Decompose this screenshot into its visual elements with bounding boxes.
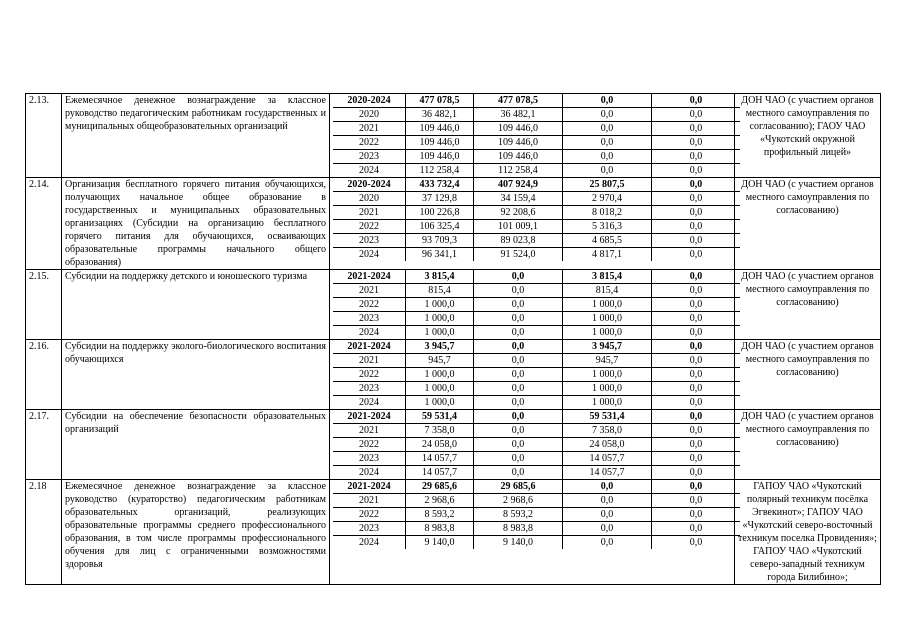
funding-total-value: 945,7 [406, 354, 474, 368]
funding-year-value: 2024 [333, 248, 406, 262]
responsible-executor: ДОН ЧАО (с участием органов местного самоуправления по согласованию) [735, 178, 881, 270]
funding-year-value: 2021 [333, 354, 406, 368]
funding-year-row [333, 220, 740, 234]
funding-b1-value: 0,0 [474, 438, 563, 452]
funding-b1-value: 407 924,9 [474, 178, 563, 192]
funding-b2-value: 4 817,1 [563, 248, 652, 262]
row-number: 2.15. [26, 270, 62, 340]
funding-by-year-table [333, 94, 740, 177]
row-number: 2.16. [26, 340, 62, 410]
funding-total-value: 109 446,0 [406, 136, 474, 150]
funding-b2-value: 0,0 [563, 164, 652, 178]
funding-cell [330, 270, 735, 340]
responsible-executor: ДОН ЧАО (с участием органов местного самоуправления по согласованию) [735, 410, 881, 480]
table-body [26, 94, 881, 585]
table-row [26, 178, 881, 270]
funding-b1-value: 0,0 [474, 368, 563, 382]
activity-name: Ежемесячное денежное вознаграждение за классное руководство педагогическим работникам государственных и муниципальных общеобразовательных организаций [62, 94, 330, 178]
funding-year-row [333, 136, 740, 150]
funding-total-row [333, 410, 740, 424]
funding-b3-value: 0,0 [689, 537, 703, 548]
funding-year-value: 2023 [333, 382, 406, 396]
funding-cell [330, 340, 735, 410]
funding-total-value: 9 140,0 [406, 536, 474, 550]
funding-total-value: 1 000,0 [406, 396, 474, 410]
funding-total-value: 109 446,0 [406, 122, 474, 136]
funding-b2-value: 0,0 [563, 136, 652, 150]
funding-b1-value: 0,0 [474, 382, 563, 396]
funding-b2-value: 2 970,4 [563, 192, 652, 206]
funding-year-value: 2021 [333, 494, 406, 508]
funding-total-value: 1 000,0 [406, 368, 474, 382]
funding-by-year-table [333, 270, 740, 339]
funding-b2-value: 14 057,7 [563, 452, 652, 466]
funding-b3-value: 0,0 [652, 438, 741, 452]
funding-b2-value: 945,7 [563, 354, 652, 368]
funding-year-row [333, 382, 740, 396]
funding-b1-value: 91 524,0 [474, 248, 563, 262]
funding-year-value: 2022 [333, 220, 406, 234]
funding-total-value: 2 968,6 [406, 494, 474, 508]
funding-by-year-table [333, 178, 740, 261]
funding-year-row [333, 248, 740, 262]
funding-year-value: 2023 [333, 452, 406, 466]
funding-b1-value: 0,0 [474, 410, 563, 424]
table-row [26, 270, 881, 340]
funding-cell [330, 94, 735, 178]
funding-year-value: 2021 [333, 424, 406, 438]
funding-year-value: 2020 [333, 108, 406, 122]
funding-total-value: 59 531,4 [406, 410, 474, 424]
funding-year-value: 2024 [333, 396, 406, 410]
table-row [26, 480, 881, 585]
responsible-executor: ДОН ЧАО (с участием органов местного самоуправления по согласованию) [735, 270, 881, 340]
funding-b2-value: 24 058,0 [563, 438, 652, 452]
funding-b1-value: 101 009,1 [474, 220, 563, 234]
funding-total-value: 37 129,8 [406, 192, 474, 206]
funding-b2-value: 14 057,7 [563, 466, 652, 480]
funding-year-value: 2020-2024 [333, 94, 406, 108]
funding-b3-value: 0,0 [652, 122, 741, 136]
funding-year-row [333, 234, 740, 248]
funding-b2-value: 25 807,5 [563, 178, 652, 192]
funding-total-value: 96 341,1 [406, 248, 474, 262]
funding-b3-value: 0,0 [652, 270, 741, 284]
funding-by-year-table [333, 480, 740, 549]
funding-year-value: 2020 [333, 192, 406, 206]
funding-year-value: 2024 [333, 536, 406, 550]
funding-year-row [333, 108, 740, 122]
funding-year-row [333, 122, 740, 136]
funding-b3-value: 0,0 [652, 94, 741, 108]
funding-year-value: 2021 [333, 122, 406, 136]
funding-b2-value: 59 531,4 [563, 410, 652, 424]
funding-year-value: 2021-2024 [333, 340, 406, 354]
funding-b3-value: 0,0 [652, 284, 741, 298]
funding-year-value: 2024 [333, 326, 406, 340]
responsible-executor: ГАПОУ ЧАО «Чукотский полярный техникум посёлка Эгвекинот»; ГАПОУ ЧАО «Чукотский северо-восточный техникум поселка Провидения»; ГАПОУ ЧАО «Чукотский северо-западный техникум города Билибино»; [735, 480, 881, 585]
row-number: 2.18 [26, 480, 62, 585]
funding-total-value: 7 358,0 [406, 424, 474, 438]
funding-total-value: 3 815,4 [406, 270, 474, 284]
funding-total-value: 477 078,5 [406, 94, 474, 108]
funding-b1-value: 109 446,0 [474, 136, 563, 150]
responsible-executor: ДОН ЧАО (с участием органов местного самоуправления по согласованию) [735, 340, 881, 410]
funding-b2-value: 5 316,3 [563, 220, 652, 234]
funding-year-row [333, 522, 740, 536]
funding-year-value: 2021 [333, 284, 406, 298]
funding-total-value: 1 000,0 [406, 326, 474, 340]
funding-b3-value: 0,0 [689, 327, 703, 338]
funding-year-row [333, 508, 740, 522]
funding-b3-value: 0,0 [652, 452, 741, 466]
funding-b3-value: 0,0 [652, 340, 741, 354]
funding-year-value: 2021-2024 [333, 480, 406, 494]
funding-b3-value: 0,0 [652, 382, 741, 396]
funding-by-year-table [333, 340, 740, 409]
funding-year-value: 2023 [333, 150, 406, 164]
funding-year-row [333, 206, 740, 220]
funding-b1-value: 477 078,5 [474, 94, 563, 108]
funding-total-value: 1 000,0 [406, 298, 474, 312]
funding-b2-value: 1 000,0 [563, 396, 652, 410]
funding-cell [330, 178, 735, 270]
funding-total-row [333, 340, 740, 354]
funding-b2-value: 0,0 [563, 522, 652, 536]
funding-year-value: 2021 [333, 206, 406, 220]
funding-cell [330, 480, 735, 585]
funding-total-value: 1 000,0 [406, 382, 474, 396]
activity-name: Субсидии на поддержку детского и юношеского туризма [62, 270, 330, 340]
funding-b2-value: 0,0 [563, 480, 652, 494]
funding-year-value: 2022 [333, 298, 406, 312]
activity-name: Организация бесплатного горячего питания обучающихся, получающих начальное общее образование в государственных и муниципальных образовательных организациях (Субсидии на организацию бесплатного горячего питания для обучающихся, осваивающих образовательные программы начального общего образования) [62, 178, 330, 270]
funding-year-row [333, 312, 740, 326]
activity-name: Субсидии на обеспечение безопасности образовательных организаций [62, 410, 330, 480]
activity-name: Ежемесячное денежное вознаграждение за классное руководство (кураторство) педагогическим работникам образовательных организаций, реализующих образовательные программы среднего профессионального образования, в том числе программы профессионального обучения для лиц с ограниченными возможностями здоровья [62, 480, 330, 585]
funding-total-value: 14 057,7 [406, 466, 474, 480]
funding-year-value: 2021-2024 [333, 410, 406, 424]
funding-year-row [333, 284, 740, 298]
funding-year-row [333, 396, 740, 410]
funding-b1-value: 109 446,0 [474, 122, 563, 136]
funding-b3-value: 0,0 [689, 249, 703, 260]
row-number: 2.17. [26, 410, 62, 480]
funding-total-value: 815,4 [406, 284, 474, 298]
funding-b3-value: 0,0 [652, 410, 741, 424]
funding-b1-value: 0,0 [474, 452, 563, 466]
funding-b3-value: 0,0 [652, 494, 741, 508]
funding-b3-value: 0,0 [652, 234, 741, 248]
funding-b2-value: 1 000,0 [563, 298, 652, 312]
funding-b2-value: 4 685,5 [563, 234, 652, 248]
funding-year-value: 2020-2024 [333, 178, 406, 192]
funding-b1-value: 0,0 [474, 312, 563, 326]
row-number: 2.13. [26, 94, 62, 178]
funding-b1-value: 8 983,8 [474, 522, 563, 536]
funding-b1-value: 8 593,2 [474, 508, 563, 522]
table-row [26, 410, 881, 480]
funding-year-value: 2022 [333, 438, 406, 452]
funding-b1-value: 2 968,6 [474, 494, 563, 508]
funding-b3-value: 0,0 [652, 136, 741, 150]
funding-b2-value: 0,0 [563, 94, 652, 108]
funding-year-row [333, 298, 740, 312]
funding-year-row [333, 326, 740, 340]
funding-year-value: 2024 [333, 164, 406, 178]
funding-b3-value: 0,0 [652, 108, 741, 122]
funding-b1-value: 0,0 [474, 466, 563, 480]
funding-b1-value: 34 159,4 [474, 192, 563, 206]
funding-year-row [333, 424, 740, 438]
funding-b1-value: 0,0 [474, 396, 563, 410]
funding-total-value: 36 482,1 [406, 108, 474, 122]
funding-year-value: 2023 [333, 312, 406, 326]
funding-b3-value: 0,0 [652, 150, 741, 164]
funding-year-row [333, 466, 740, 480]
funding-b3-value: 0,0 [689, 467, 703, 478]
funding-b3-value: 0,0 [652, 480, 741, 494]
document-page [25, 93, 880, 585]
funding-b1-value: 36 482,1 [474, 108, 563, 122]
funding-b2-value: 7 358,0 [563, 424, 652, 438]
funding-b1-value: 0,0 [474, 298, 563, 312]
funding-total-value: 8 593,2 [406, 508, 474, 522]
funding-year-row [333, 354, 740, 368]
funding-year-value: 2022 [333, 508, 406, 522]
funding-b1-value: 0,0 [474, 326, 563, 340]
funding-b1-value: 109 446,0 [474, 150, 563, 164]
funding-year-value: 2022 [333, 136, 406, 150]
funding-total-row [333, 94, 740, 108]
funding-b3-value: 0,0 [652, 354, 741, 368]
funding-b3-value: 0,0 [652, 220, 741, 234]
funding-total-row [333, 270, 740, 284]
funding-b3-value: 0,0 [652, 298, 741, 312]
responsible-executor: ДОН ЧАО (с участием органов местного самоуправления по согласованию); ГАОУ ЧАО «Чукотский окружной профильный лицей» [735, 94, 881, 178]
funding-b2-value: 0,0 [563, 122, 652, 136]
funding-b3-value: 0,0 [652, 508, 741, 522]
funding-year-row [333, 438, 740, 452]
funding-total-value: 1 000,0 [406, 312, 474, 326]
funding-b3-value: 0,0 [652, 368, 741, 382]
funding-cell [330, 410, 735, 480]
funding-b3-value: 0,0 [652, 522, 741, 536]
funding-year-value: 2023 [333, 522, 406, 536]
funding-b1-value: 112 258,4 [474, 164, 563, 178]
funding-b1-value: 0,0 [474, 424, 563, 438]
funding-total-value: 3 945,7 [406, 340, 474, 354]
funding-b2-value: 1 000,0 [563, 382, 652, 396]
funding-b2-value: 3 815,4 [563, 270, 652, 284]
program-activities-table [25, 93, 881, 585]
funding-year-value: 2022 [333, 368, 406, 382]
funding-year-row [333, 494, 740, 508]
funding-total-value: 8 983,8 [406, 522, 474, 536]
funding-b3-value: 0,0 [652, 192, 741, 206]
funding-total-row [333, 480, 740, 494]
funding-total-value: 106 325,4 [406, 220, 474, 234]
funding-total-value: 100 226,8 [406, 206, 474, 220]
table-row [26, 340, 881, 410]
funding-total-row [333, 178, 740, 192]
funding-b3-value: 0,0 [652, 424, 741, 438]
funding-b1-value: 0,0 [474, 340, 563, 354]
funding-year-value: 2024 [333, 466, 406, 480]
funding-b2-value: 0,0 [563, 494, 652, 508]
funding-b2-value: 1 000,0 [563, 312, 652, 326]
funding-year-value: 2023 [333, 234, 406, 248]
funding-b2-value: 0,0 [563, 150, 652, 164]
funding-b3-value: 0,0 [689, 165, 703, 176]
funding-b1-value: 29 685,6 [474, 480, 563, 494]
table-row [26, 94, 881, 178]
funding-b1-value: 0,0 [474, 270, 563, 284]
funding-b2-value: 0,0 [563, 508, 652, 522]
funding-b1-value: 9 140,0 [474, 536, 563, 550]
funding-b2-value: 1 000,0 [563, 368, 652, 382]
funding-year-value: 2021-2024 [333, 270, 406, 284]
funding-total-value: 433 732,4 [406, 178, 474, 192]
funding-year-row [333, 536, 740, 550]
funding-b2-value: 1 000,0 [563, 326, 652, 340]
funding-b1-value: 92 208,6 [474, 206, 563, 220]
funding-year-row [333, 164, 740, 178]
funding-total-value: 24 058,0 [406, 438, 474, 452]
funding-total-value: 112 258,4 [406, 164, 474, 178]
funding-year-row [333, 150, 740, 164]
funding-b2-value: 0,0 [563, 108, 652, 122]
funding-total-value: 14 057,7 [406, 452, 474, 466]
funding-b3-value: 0,0 [652, 178, 741, 192]
row-number: 2.14. [26, 178, 62, 270]
funding-b2-value: 0,0 [563, 536, 652, 550]
funding-year-row [333, 452, 740, 466]
funding-year-row [333, 368, 740, 382]
funding-b3-value: 0,0 [652, 312, 741, 326]
funding-by-year-table [333, 410, 740, 479]
activity-name: Субсидии на поддержку эколого-биологического воспитания обучающихся [62, 340, 330, 410]
funding-b1-value: 0,0 [474, 284, 563, 298]
funding-b3-value: 0,0 [689, 397, 703, 408]
funding-b2-value: 815,4 [563, 284, 652, 298]
funding-b1-value: 89 023,8 [474, 234, 563, 248]
funding-b3-value: 0,0 [652, 206, 741, 220]
funding-total-value: 29 685,6 [406, 480, 474, 494]
funding-b1-value: 0,0 [474, 354, 563, 368]
funding-year-row [333, 192, 740, 206]
funding-b2-value: 3 945,7 [563, 340, 652, 354]
funding-total-value: 109 446,0 [406, 150, 474, 164]
funding-total-value: 93 709,3 [406, 234, 474, 248]
funding-b2-value: 8 018,2 [563, 206, 652, 220]
